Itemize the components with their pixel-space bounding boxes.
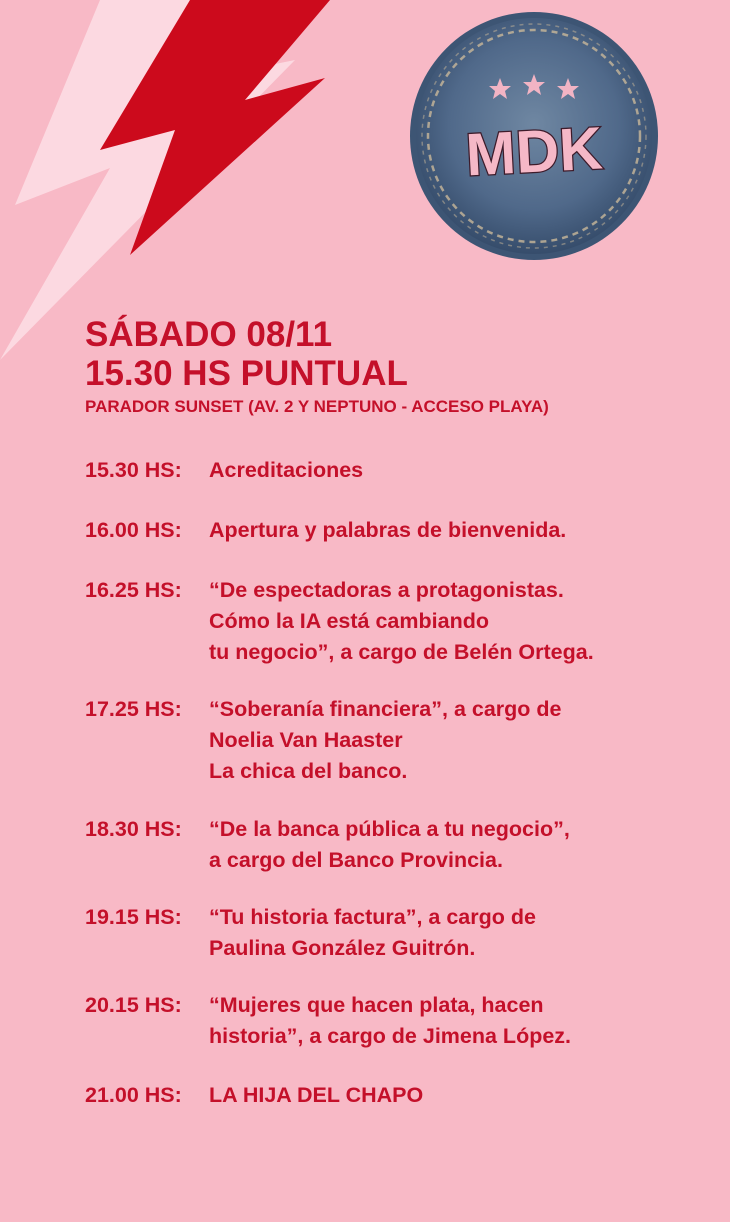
agenda-line: Noelia Van Haaster: [209, 728, 403, 752]
agenda-item: [85, 990, 571, 1052]
agenda-line: Acreditaciones: [209, 458, 364, 482]
agenda-description: [209, 455, 363, 486]
agenda-line: Apertura y palabras de bienvenida.: [209, 518, 567, 542]
agenda-line: “De espectadoras a protagonistas.: [209, 578, 564, 602]
agenda-time: 16.25 HS:: [85, 578, 182, 602]
event-time: 15.30 HS PUNTUAL: [85, 354, 408, 393]
agenda-line: historia”, a cargo de Jimena López.: [209, 1024, 572, 1048]
agenda-time: 17.25 HS:: [85, 697, 182, 721]
agenda-description: [209, 902, 536, 964]
agenda-line: a cargo del Banco Provincia.: [209, 848, 503, 872]
agenda-item: [85, 814, 570, 876]
agenda-line: “De la banca pública a tu negocio”,: [209, 817, 570, 841]
agenda-item: [85, 694, 561, 787]
agenda-time: 19.15 HS:: [85, 905, 182, 929]
agenda-item: [85, 515, 566, 546]
agenda-line: tu negocio”, a cargo de Belén Ortega.: [209, 640, 594, 664]
agenda-time: 20.15 HS:: [85, 993, 182, 1017]
agenda-item: [85, 575, 594, 668]
agenda-description: [209, 990, 571, 1052]
agenda-item: [85, 902, 536, 964]
agenda-time: 15.30 HS:: [85, 458, 182, 482]
mdk-logo: [404, 0, 664, 272]
agenda-time: 16.00 HS:: [85, 518, 182, 542]
agenda-description: [209, 515, 566, 546]
agenda-line: Paulina González Guitrón.: [209, 936, 476, 960]
agenda-item: [85, 455, 363, 486]
agenda-line: La chica del banco.: [209, 759, 408, 783]
agenda-item: [85, 1080, 423, 1111]
event-venue: PARADOR SUNSET (AV. 2 Y NEPTUNO - ACCESO PLAYA): [85, 397, 549, 416]
agenda-time: 18.30 HS:: [85, 817, 182, 841]
agenda-description: [209, 575, 594, 668]
agenda-description: [209, 1080, 423, 1111]
logo-text: MDK: [464, 114, 605, 189]
agenda-description: [209, 694, 561, 787]
agenda-time: 21.00 HS:: [85, 1083, 182, 1107]
agenda-line: “Tu historia factura”, a cargo de: [209, 905, 536, 929]
event-date: SÁBADO 08/11: [85, 315, 333, 354]
agenda-line: LA HIJA DEL CHAPO: [209, 1083, 424, 1107]
agenda-line: “Soberanía financiera”, a cargo de: [209, 697, 562, 721]
agenda-line: “Mujeres que hacen plata, hacen: [209, 993, 544, 1017]
event-header: [85, 316, 705, 418]
agenda-line: Cómo la IA está cambiando: [209, 609, 489, 633]
agenda-description: [209, 814, 570, 876]
